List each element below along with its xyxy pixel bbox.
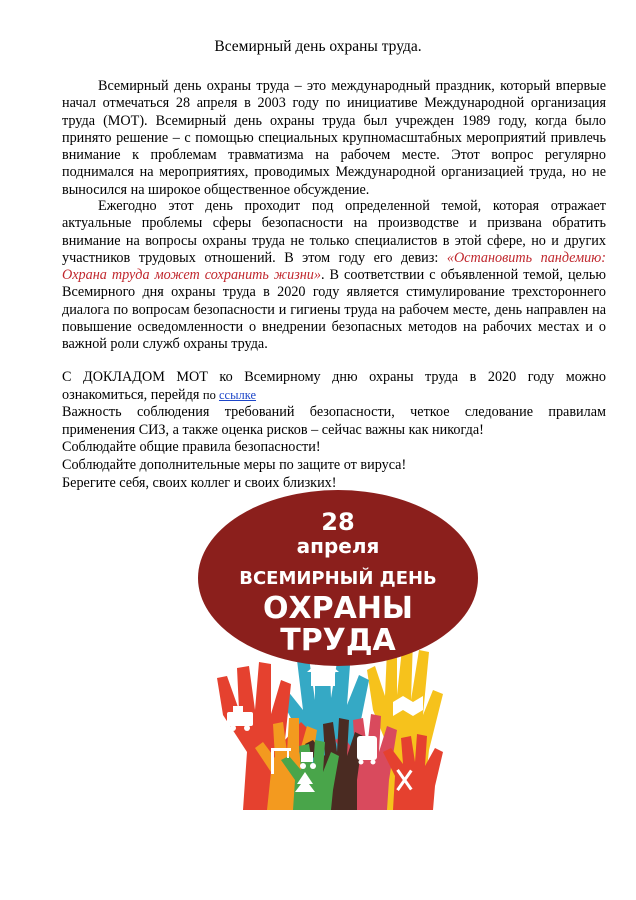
- poster-day: 28: [321, 508, 355, 536]
- theme-text-start: Ежегодно этот день проходит под определенной темой, которая отражает актуальные проблемы сферы безопасности на производстве и призвана обратить внимание на вопросы охраны труда не только специалистов в этой сфере, но и других участников трудовых отношений. В этом году его девиз:: [62, 198, 606, 266]
- page-title: Всемирный день охраны труда.: [214, 38, 422, 55]
- report-link[interactable]: ссылке: [218, 387, 257, 402]
- poster-line1: ВСЕМИРНЫЙ ДЕНЬ: [239, 568, 437, 589]
- closing-block: [62, 369, 606, 492]
- report-line: [62, 369, 606, 404]
- rules-line: Соблюдайте общие правила безопасности!: [62, 439, 321, 456]
- report-text: С ДОКЛАДОМ МОТ ко Всемирному дню охраны труда в 2020 году можно ознакомиться, перейдя: [62, 369, 606, 403]
- poster-graphic: [197, 490, 480, 812]
- intro-paragraph: Всемирный день охраны труда – это международный праздник, который впервые начал отмечаться 28 апреля в 2003 году по инициативе Международной организация труда (МОТ). Всемирный день охраны труда был учрежден 1989 году, когда было принято решение – с помощью специальных крупномасштабных мероприятий привлечь внимание к проблемам травматизма на рабочем месте. Этот вопрос регулярно поднимался на мероприятиях, проводимых Международной организацией труда, но не выносился на широкое общественное обсуждение.: [62, 78, 606, 198]
- virus-line: Соблюдайте дополнительные меры по защите от вируса!: [62, 456, 407, 473]
- theme-paragraph: [62, 198, 606, 354]
- theme-text-end: . В соответствии с объявленной темой, целью Всемирного дня охраны труда в 2020 году является стимулирование трехстороннего диалога по вопросам безопасности и гигиены труда на рабочем месте, день направлен на повышение осведомленности о внедрении безопасных методов на рабочих местах и о важной роли служб охраны труда.: [62, 267, 606, 353]
- motto-text: «Остановить пандемию: Охрана труда может сохранить жизни»: [62, 249, 606, 284]
- poster-line3: ТРУДА: [280, 623, 396, 658]
- care-line: Берегите себя, своих коллег и своих близких!: [62, 474, 337, 491]
- siz-line: Важность соблюдения требований безопасности, четкое следование правилам применения СИЗ, а также оценка рисков – сейчас важны как никогда!: [62, 404, 606, 438]
- report-po: по: [202, 387, 219, 402]
- safety-day-poster: [197, 490, 480, 812]
- poster-month: апреля: [296, 534, 380, 558]
- poster-line2: ОХРАНЫ: [262, 591, 414, 626]
